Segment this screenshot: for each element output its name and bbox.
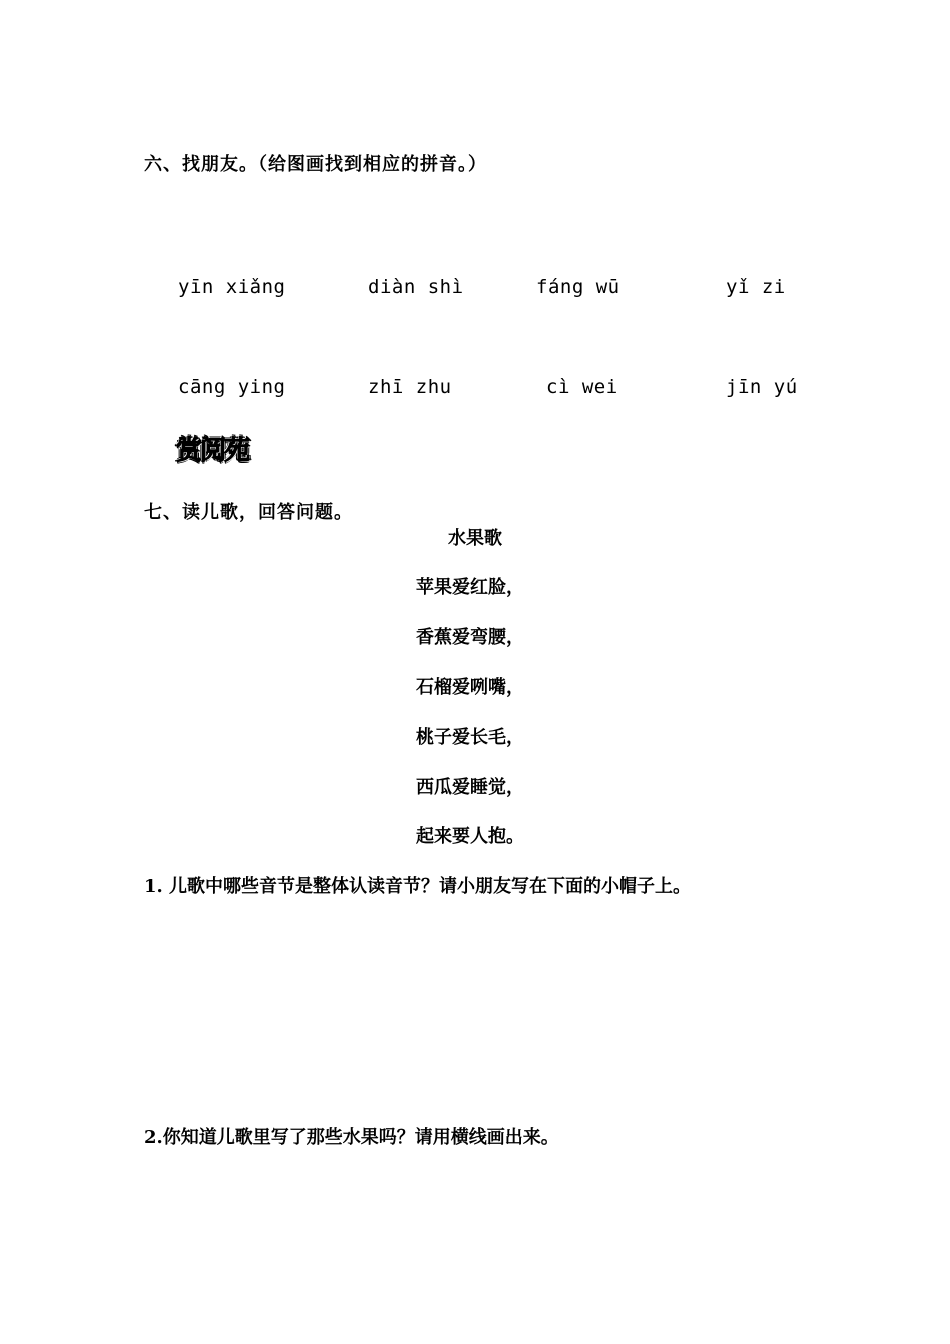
pinyin-yin-xiang: yīn xiǎng [178, 276, 286, 298]
pinyin-fang-wu: fáng wū [536, 276, 620, 298]
poem-line-3: 石榴爱咧嘴， [416, 677, 524, 698]
section-7-title: 七、读儿歌，回答问题。 [144, 502, 353, 523]
pinyin-jin-yu: jīn yú [726, 376, 798, 398]
pinyin-zhi-zhu: zhī zhu [368, 376, 452, 398]
poem-line-5: 西瓜爱睡觉， [416, 777, 524, 798]
poem-title: 水果歌 [448, 528, 502, 549]
reading-garden-logo: 赏阅苑 [176, 436, 249, 466]
poem-line-6: 起来要人抱。 [416, 826, 524, 847]
poem-line-2: 香蕉爱弯腰， [416, 627, 524, 648]
question-2: 2.你知道儿歌里写了那些水果吗？请用横线画出来。 [144, 1127, 559, 1148]
pinyin-dian-shi: diàn shì [368, 276, 464, 298]
poem-line-4: 桃子爱长毛， [416, 727, 524, 748]
pinyin-ci-wei: cì wei [546, 376, 618, 398]
pinyin-cang-ying: cāng ying [178, 376, 286, 398]
section-6-title: 六、找朋友。（给图画找到相应的拼音。） [144, 154, 487, 175]
pinyin-yi-zi: yǐ zi [726, 276, 786, 298]
poem-line-1: 苹果爱红脸， [416, 577, 524, 598]
question-1: 1. 儿歌中哪些音节是整体认读音节？请小朋友写在下面的小帽子上。 [144, 876, 692, 897]
